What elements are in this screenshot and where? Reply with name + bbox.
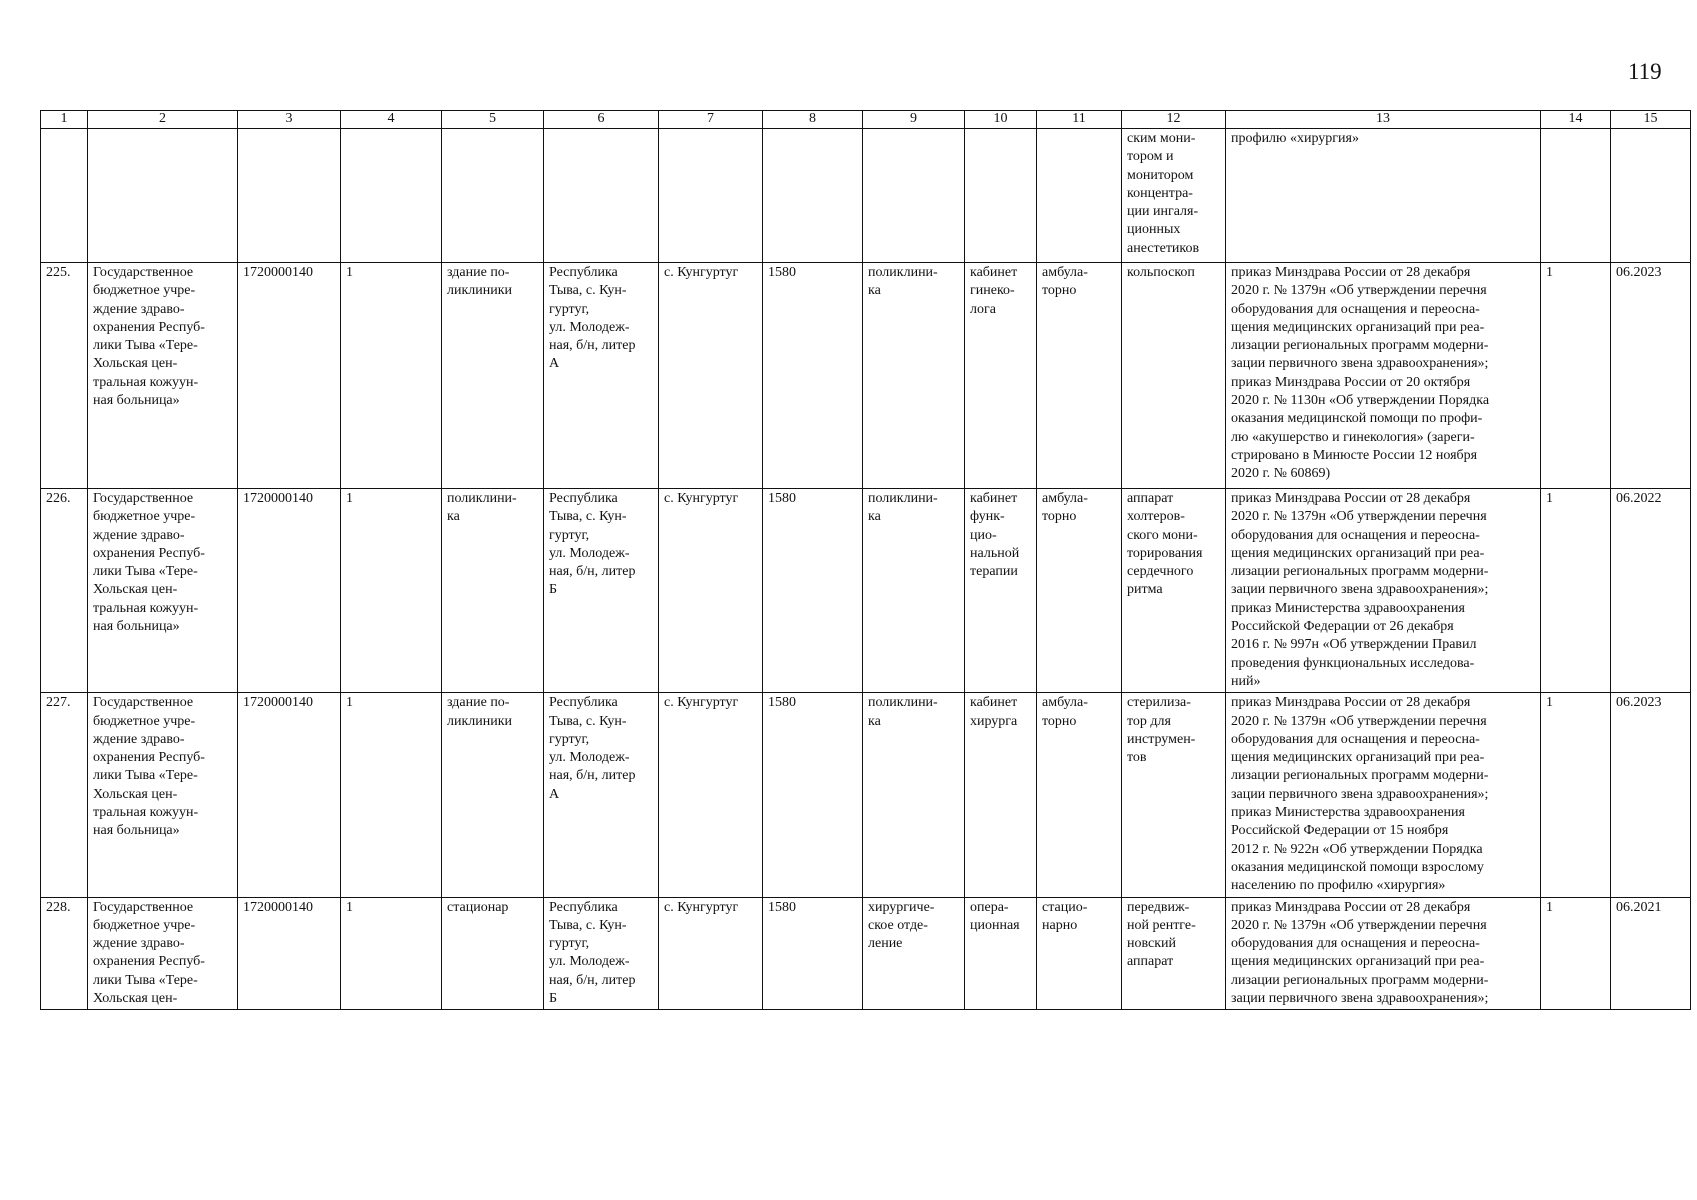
cell-condition [1037,129,1122,263]
cell-organization: Государственное бюджетное учре- ждение здраво- охранения Респуб- лики Тыва «Тере- Хольская цен- тральная кожуун- ная больница» [88,489,238,693]
cell-date: 06.2021 [1611,897,1691,1010]
cell-organization: Государственное бюджетное учре- ждение здраво- охранения Респуб- лики Тыва «Тере- Хольская цен- тральная кожуун- ная больница» [88,693,238,897]
cell-col4: 1 [341,897,442,1010]
cell-date [1611,129,1691,263]
cell-locality: с. Кунгуртуг [659,263,763,489]
cell-equipment: передвиж- ной рентге- новский аппарат [1122,897,1226,1010]
cell-room: кабинет гинеко- лога [965,263,1037,489]
cell-room: опера- ционная [965,897,1037,1010]
cell-equipment: кольпоскоп [1122,263,1226,489]
cell-address: Республика Тыва, с. Кун- гуртуг, ул. Молодеж- ная, б/н, литер А [544,693,659,897]
column-header-3: 3 [238,111,341,129]
table-row [41,693,1691,897]
cell-condition: амбула- торно [1037,489,1122,693]
column-header-13: 13 [1226,111,1541,129]
cell-room: кабинет хирурга [965,693,1037,897]
cell-organization: Государственное бюджетное учре- ждение здраво- охранения Респуб- лики Тыва «Тере- Хольская цен- [88,897,238,1010]
cell-quantity [1541,129,1611,263]
column-header-8: 8 [763,111,863,129]
cell-quantity: 1 [1541,489,1611,693]
cell-code: 1720000140 [238,897,341,1010]
equipment-register-table [40,110,1691,1010]
cell-condition: амбула- торно [1037,263,1122,489]
cell-basis: приказ Минздрава России от 28 декабря 2020 г. № 1379н «Об утверждении перечня оборудования для оснащения и переосна- щения медицинских организаций при реа- лизации региональных программ модерни- зации первичного звена здравоохранения»; приказ Министерства здравоохранения Российской Федерации от 26 декабря 2016 г. № 997н «Об утверждении Правил проведения функциональных исследова- ний» [1226,489,1541,693]
cell-row-number: 228. [41,897,88,1010]
column-header-5: 5 [442,111,544,129]
table-row [41,489,1691,693]
cell-locality: с. Кунгуртуг [659,489,763,693]
column-header-9: 9 [863,111,965,129]
column-header-6: 6 [544,111,659,129]
cell-address: Республика Тыва, с. Кун- гуртуг, ул. Молодеж- ная, б/н, литер Б [544,897,659,1010]
cell-row-number [41,129,88,263]
table-row [41,263,1691,489]
cell-building: здание по- ликлиники [442,693,544,897]
column-header-4: 4 [341,111,442,129]
cell-date: 06.2023 [1611,263,1691,489]
cell-organization [88,129,238,263]
cell-code: 1720000140 [238,263,341,489]
cell-col4 [341,129,442,263]
cell-locality: с. Кунгуртуг [659,897,763,1010]
cell-col4: 1 [341,263,442,489]
cell-building: здание по- ликлиники [442,263,544,489]
cell-building [442,129,544,263]
cell-basis: приказ Минздрава России от 28 декабря 2020 г. № 1379н «Об утверждении перечня оборудования для оснащения и переосна- щения медицинских организаций при реа- лизации региональных программ модерни- зации первичного звена здравоохранения»; [1226,897,1541,1010]
cell-basis: приказ Минздрава России от 28 декабря 2020 г. № 1379н «Об утверждении перечня оборудования для оснащения и переосна- щения медицинских организаций при реа- лизации региональных программ модерни- зации первичного звена здравоохранения»; приказ Минздрава России от 20 октября 2020 г. № 1130н «Об утверждении Порядка оказания медицинской помощи по профи- лю «акушерство и гинекология» (зареги- стрировано в Минюсте России 12 ноября 2020 г. № 60869) [1226,263,1541,489]
cell-department: хирургиче- ское отде- ление [863,897,965,1010]
cell-address [544,129,659,263]
cell-address: Республика Тыва, с. Кун- гуртуг, ул. Молодеж- ная, б/н, литер Б [544,489,659,693]
table-row [41,897,1691,1010]
cell-code [238,129,341,263]
cell-quantity: 1 [1541,263,1611,489]
column-header-15: 15 [1611,111,1691,129]
cell-col4: 1 [341,489,442,693]
table-row-continuation [41,129,1691,263]
cell-col4: 1 [341,693,442,897]
cell-quantity: 1 [1541,897,1611,1010]
column-header-14: 14 [1541,111,1611,129]
cell-locality [659,129,763,263]
cell-condition: стацио- нарно [1037,897,1122,1010]
cell-code: 1720000140 [238,693,341,897]
cell-room [965,129,1037,263]
cell-col8: 1580 [763,897,863,1010]
cell-row-number: 227. [41,693,88,897]
cell-col8: 1580 [763,263,863,489]
cell-code: 1720000140 [238,489,341,693]
cell-date: 06.2022 [1611,489,1691,693]
column-header-1: 1 [41,111,88,129]
column-header-2: 2 [88,111,238,129]
column-header-11: 11 [1037,111,1122,129]
cell-quantity: 1 [1541,693,1611,897]
cell-col8: 1580 [763,489,863,693]
cell-equipment: ским мони- тором и монитором концентра- ции ингаля- ционных анестетиков [1122,129,1226,263]
cell-row-number: 226. [41,489,88,693]
cell-building: поликлини- ка [442,489,544,693]
cell-basis: профилю «хирургия» [1226,129,1541,263]
cell-organization: Государственное бюджетное учре- ждение здраво- охранения Респуб- лики Тыва «Тере- Хольская цен- тральная кожуун- ная больница» [88,263,238,489]
cell-department [863,129,965,263]
cell-col8 [763,129,863,263]
cell-row-number: 225. [41,263,88,489]
cell-locality: с. Кунгуртуг [659,693,763,897]
cell-date: 06.2023 [1611,693,1691,897]
page-number: 119 [1628,59,1662,84]
column-header-12: 12 [1122,111,1226,129]
cell-condition: амбула- торно [1037,693,1122,897]
cell-building: стационар [442,897,544,1010]
column-number-header-row [41,111,1691,129]
cell-basis: приказ Минздрава России от 28 декабря 2020 г. № 1379н «Об утверждении перечня оборудования для оснащения и переосна- щения медицинских организаций при реа- лизации региональных программ модерни- зации первичного звена здравоохранения»; приказ Министерства здравоохранения Российской Федерации от 15 ноября 2012 г. № 922н «Об утверждении Порядка оказания медицинской помощи взрослому населению по профилю «хирургия» [1226,693,1541,897]
cell-address: Республика Тыва, с. Кун- гуртуг, ул. Молодеж- ная, б/н, литер А [544,263,659,489]
cell-department: поликлини- ка [863,489,965,693]
cell-department: поликлини- ка [863,263,965,489]
cell-department: поликлини- ка [863,693,965,897]
cell-equipment: аппарат холтеров- ского мони- торирования сердечного ритма [1122,489,1226,693]
cell-equipment: стерилиза- тор для инструмен- тов [1122,693,1226,897]
column-header-10: 10 [965,111,1037,129]
cell-col8: 1580 [763,693,863,897]
column-header-7: 7 [659,111,763,129]
cell-room: кабинет функ- цио- нальной терапии [965,489,1037,693]
